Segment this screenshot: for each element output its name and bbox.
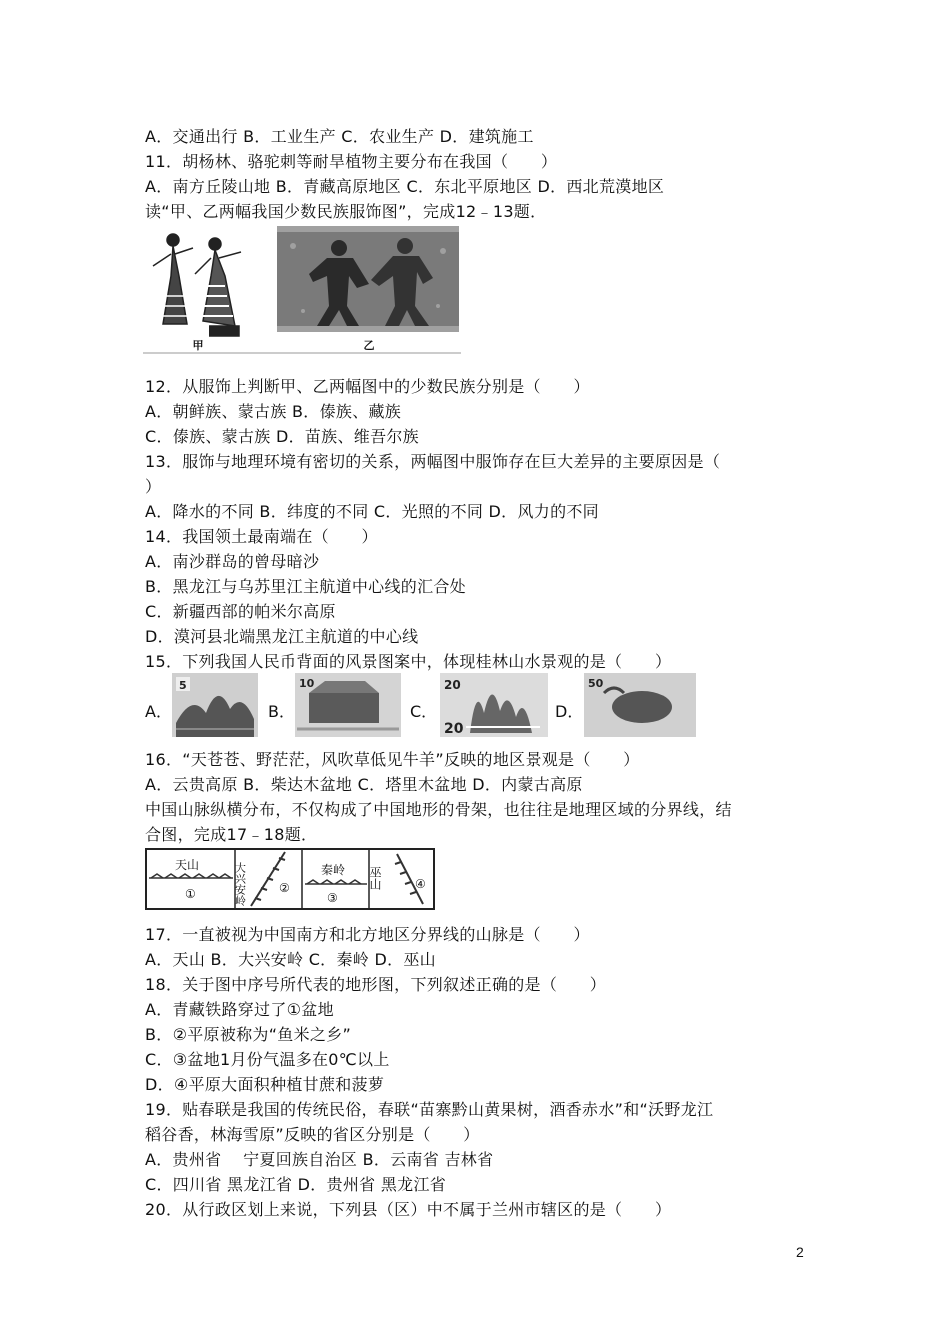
dancer-right xyxy=(195,238,241,336)
mountain-num-4: ④ xyxy=(415,877,426,891)
text-line: A．天山 B．大兴安岭 C．秦岭 D．巫山 xyxy=(145,950,436,969)
mountain-num-1: ① xyxy=(185,887,196,901)
text-line: C．四川省 黑龙江省 D．贵州省 黑龙江省 xyxy=(145,1175,447,1194)
banknote-d-image xyxy=(584,673,696,737)
mountain-num-3: ③ xyxy=(327,891,338,905)
text-line: C．傣族、蒙古族 D．苗族、维吾尔族 xyxy=(145,427,419,446)
text-line: C．新疆西部的帕米尔高原 xyxy=(145,602,336,621)
banknote-b-image xyxy=(295,673,401,737)
costume-figure xyxy=(143,226,461,354)
banknote-d-numeral: 50 xyxy=(588,677,604,690)
banknote-b-numeral: 10 xyxy=(299,677,315,690)
mountain-name-4: 巫山 xyxy=(368,866,382,890)
text-line: ） xyxy=(145,477,162,496)
question-20: 20．从行政区划上来说，下列县（区）中不属于兰州市辖区的是（ ） xyxy=(145,1200,672,1219)
question-11: 11．胡杨林、骆驼刺等耐旱植物主要分布在我国（ ） xyxy=(145,152,558,171)
option-b-label: B． xyxy=(268,702,295,721)
text-line: A．贵州省 宁夏回族自治区 B．云南省 吉林省 xyxy=(145,1150,494,1169)
text-line: A．南方丘陵山地 B．青藏高原地区 C．东北平原地区 D．西北荒漠地区 xyxy=(145,177,665,196)
text-line: B．②平原被称为“鱼米之乡” xyxy=(145,1025,352,1044)
question-17: 17．一直被视为中国南方和北方地区分界线的山脉是（ ） xyxy=(145,925,590,944)
banknote-a-numeral: 5 xyxy=(179,679,187,692)
mountain-name-3: 秦岭 xyxy=(321,863,346,877)
mountain-name-2: 大兴安岭 xyxy=(233,862,247,906)
banknote-c-numeral-top: 20 xyxy=(444,678,461,692)
banknote-c-image xyxy=(440,673,548,737)
mountain-name-1: 天山 xyxy=(175,858,200,872)
question-16: 16．“天苍苍、野茫茫，风吹草低见牛羊”反映的地区景观是（ ） xyxy=(145,750,640,769)
costume-illustration xyxy=(143,226,461,354)
question-12: 12．从服饰上判断甲、乙两幅图中的少数民族分别是（ ） xyxy=(145,377,590,396)
text-line: A．降水的不同 B．纬度的不同 C．光照的不同 D．风力的不同 xyxy=(145,502,599,521)
text-line: D．漠河县北端黑龙江主航道的中心线 xyxy=(145,627,419,646)
question-15: 15．下列我国人民币背面的风景图案中，体现桂林山水景观的是（ ） xyxy=(145,652,672,671)
text-line: 合图，完成17﹣18题． xyxy=(145,825,318,844)
text-line: A．交通出行 B．工业生产 C．农业生产 D．建筑施工 xyxy=(145,127,534,146)
banknote-c-numeral-bottom: 20 xyxy=(444,721,464,737)
text-line: C．③盆地1月份气温多在0℃以上 xyxy=(145,1050,390,1069)
text-line: A．青藏铁路穿过了①盆地 xyxy=(145,1000,334,1019)
wrestler-panel xyxy=(277,226,459,332)
banknote-a-image xyxy=(172,673,258,737)
costume-label-jia: 甲 xyxy=(192,339,204,352)
mountain-figure xyxy=(145,848,435,910)
text-line: B．黑龙江与乌苏里江主航道中心线的汇合处 xyxy=(145,577,466,596)
text-line: 中国山脉纵横分布，不仅构成了中国地形的骨架，也往往是地理区域的分界线，结 xyxy=(145,800,732,819)
costume-label-yi: 乙 xyxy=(363,339,375,352)
text-line: A．朝鲜族、蒙古族 B．傣族、藏族 xyxy=(145,402,402,421)
question-18: 18．关于图中序号所代表的地形图，下列叙述正确的是（ ） xyxy=(145,975,607,994)
text-line: A．云贵高原 B．柴达木盆地 C．塔里木盆地 D．内蒙古高原 xyxy=(145,775,583,794)
text-line: A．南沙群岛的曾母暗沙 xyxy=(145,552,320,571)
text-line: D．④平原大面积种植甘蔗和菠萝 xyxy=(145,1075,385,1094)
page-number: 2 xyxy=(796,1244,804,1260)
reading-prompt: 读“甲、乙两幅我国少数民族服饰图”，完成12﹣13题． xyxy=(145,202,547,221)
option-d-label: D． xyxy=(555,702,584,721)
question-13: 13．服饰与地理环境有密切的关系，两幅图中服饰存在巨大差异的主要原因是（ xyxy=(145,452,721,471)
dancer-left xyxy=(153,234,193,324)
question-14: 14．我国领土最南端在（ ） xyxy=(145,527,378,546)
text-line: 稻谷香，林海雪原”反映的省区分别是（ ） xyxy=(145,1125,480,1144)
option-a-label: A． xyxy=(145,702,172,721)
mountain-num-2: ② xyxy=(279,881,290,895)
question-19: 19．贴春联是我国的传统民俗，春联“苗寨黔山黄果树，酒香赤水”和“沃野龙江 xyxy=(145,1100,714,1119)
option-c-label: C． xyxy=(410,702,438,721)
